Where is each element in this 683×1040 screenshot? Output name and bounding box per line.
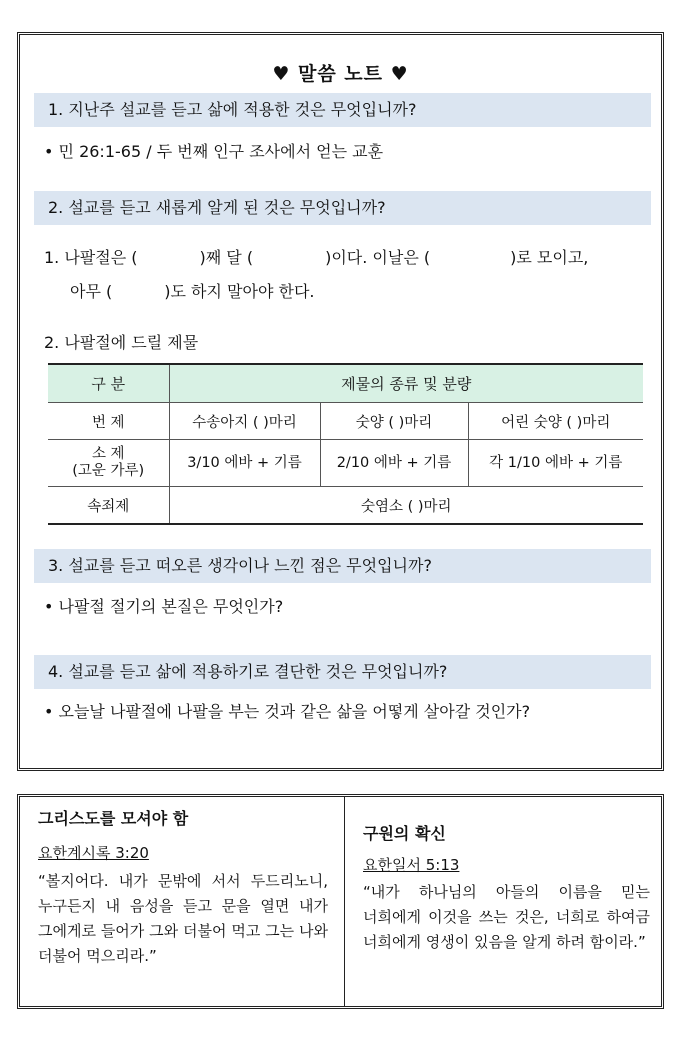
table-row xyxy=(48,487,643,525)
fill-blank-line-1 xyxy=(44,245,588,268)
verse-card-left xyxy=(20,797,345,1006)
offerings-table xyxy=(48,363,643,525)
verse-text: “내가 하나님의 아들의 이름을 믿는 너희에게 이것을 쓰는 것은, 너희로 하여금 너희에게 영생이 있음을 알게 하려 함이라.” xyxy=(363,883,650,951)
row-label: 번 제 xyxy=(48,403,169,440)
verse-title: 구원의 확신 xyxy=(363,824,446,843)
blank-text: )째 달 ( xyxy=(199,248,254,267)
blank-text: )이다. 이날은 ( xyxy=(325,248,431,267)
table-cell: 2/10 에바 + 기름 xyxy=(320,440,468,487)
verse-text: “볼지어다. 내가 문밖에 서서 두드리노니, 누구든지 내 음성을 듣고 문을 열면 내가 그에게로 들어가 그와 더불어 먹고 그는 나와 더불어 먹으리라.” xyxy=(38,872,328,965)
verse-title: 그리스도를 모셔야 함 xyxy=(38,809,189,828)
table-row xyxy=(48,440,643,487)
verse-reference: 요한계시록 3:20 xyxy=(38,844,149,862)
blank-text: )로 모이고, xyxy=(510,248,589,267)
question-2: 2. 설교를 듣고 새롭게 알게 된 것은 무엇입니까? xyxy=(34,191,651,225)
table-cell: 수송아지 ( )마리 xyxy=(169,403,320,440)
memory-verses-box xyxy=(17,794,664,1009)
question-4: 4. 설교를 듣고 삶에 적용하기로 결단한 것은 무엇입니까? xyxy=(34,655,651,689)
header-offering-type: 제물의 종류 및 분량 xyxy=(169,364,643,403)
table-row xyxy=(48,403,643,440)
row-label: 속죄제 xyxy=(48,487,169,525)
answer-4: • 오늘날 나팔절에 나팔을 부는 것과 같은 삶을 어떻게 살아갈 것인가? xyxy=(44,702,531,721)
row-label: 소 제 (고운 가루) xyxy=(48,440,169,487)
question-1: 1. 지난주 설교를 듣고 삶에 적용한 것은 무엇입니까? xyxy=(34,93,651,127)
question-3: 3. 설교를 듣고 떠오른 생각이나 느낀 점은 무엇입니까? xyxy=(34,549,651,583)
table-cell: 3/10 에바 + 기름 xyxy=(169,440,320,487)
table-header-row xyxy=(48,364,643,403)
blank-text: 아무 ( xyxy=(70,282,113,301)
note-title: ♥ 말씀 노트 ♥ xyxy=(272,63,409,85)
verse-card-right xyxy=(345,797,661,1006)
verse-reference: 요한일서 5:13 xyxy=(363,856,460,874)
table-cell: 숫양 ( )마리 xyxy=(320,403,468,440)
blank-text: )도 하지 말아야 한다. xyxy=(164,282,315,301)
table-cell: 각 1/10 에바 + 기름 xyxy=(468,440,643,487)
table-cell: 어린 숫양 ( )마리 xyxy=(468,403,643,440)
table-cell: 숫염소 ( )마리 xyxy=(169,487,643,525)
header-category: 구 분 xyxy=(48,364,169,403)
item-2-heading: 2. 나팔절에 드릴 제물 xyxy=(44,333,199,352)
answer-1: • 민 26:1-65 / 두 번째 인구 조사에서 얻는 교훈 xyxy=(44,142,384,161)
blank-text: 1. 나팔절은 ( xyxy=(44,248,138,267)
fill-blank-line-2 xyxy=(70,279,314,302)
sermon-note-box xyxy=(17,32,664,771)
answer-3: • 나팔절 절기의 본질은 무엇인가? xyxy=(44,597,284,616)
